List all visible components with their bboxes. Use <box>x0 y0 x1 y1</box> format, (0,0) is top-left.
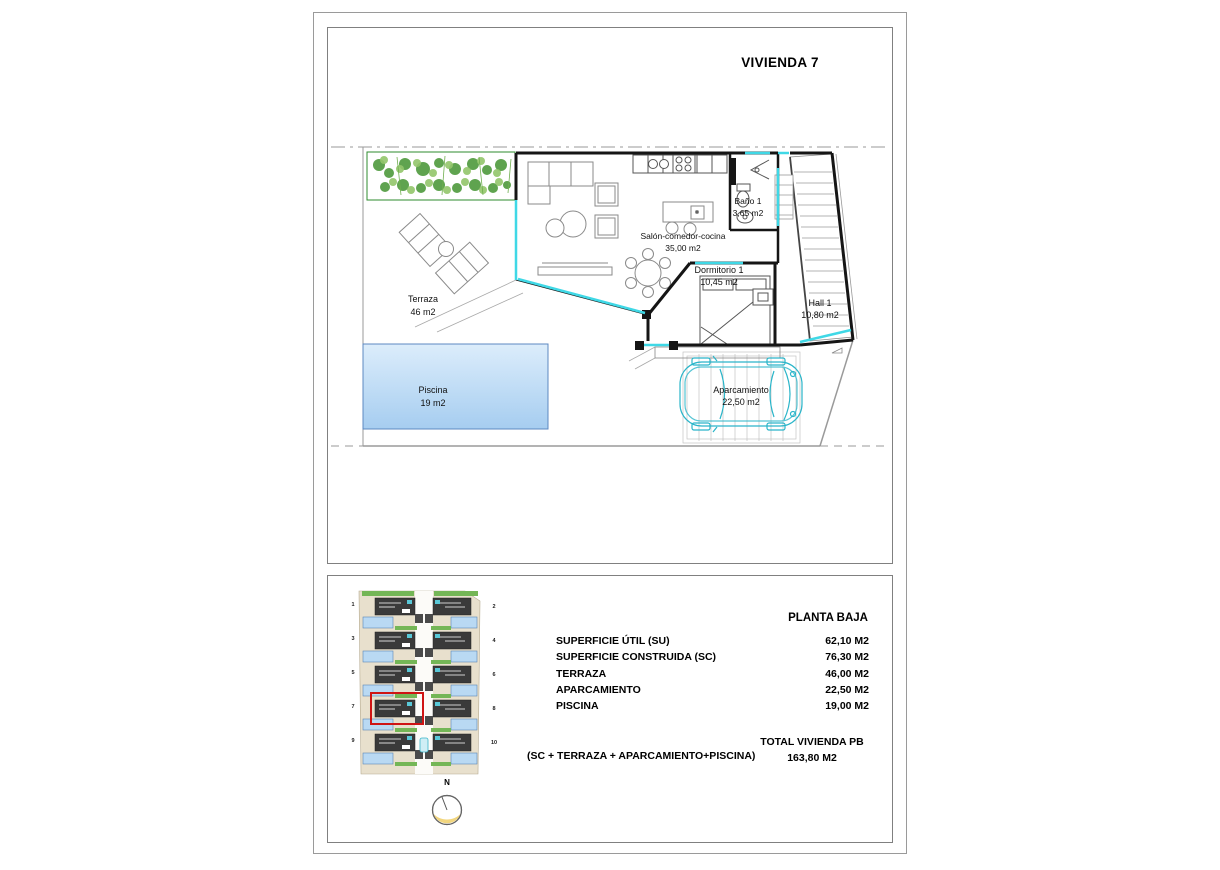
summary-row <box>556 699 869 715</box>
garden-strip <box>367 152 515 200</box>
room-label-aparcamiento: Aparcamiento 22,50 m2 <box>713 385 769 407</box>
summary-value: 76,30 M2 <box>825 651 869 664</box>
summary-row <box>556 650 869 666</box>
total-value: 163,80 M2 <box>787 752 837 764</box>
room-label-hall: Hall 1 10,80 m2 <box>801 298 839 320</box>
unit-number: 9 <box>351 738 355 744</box>
summary-value: 22,50 M2 <box>825 683 869 696</box>
summary-value: 19,00 M2 <box>825 700 869 713</box>
summary-label: SUPERFICIE ÚTIL (SU) <box>556 635 670 647</box>
summary-row <box>556 634 869 650</box>
unit-number: 7 <box>351 704 355 710</box>
summary-label: SUPERFICIE CONSTRUIDA (SC) <box>556 651 717 664</box>
unit-number: 5 <box>351 670 355 676</box>
unit-number: 2 <box>492 604 496 610</box>
summary-value: 62,10 M2 <box>825 635 869 647</box>
lounge-chairs <box>399 214 488 294</box>
summary-row <box>556 667 869 683</box>
north-label: N <box>444 778 450 787</box>
kitchen-counter <box>633 155 727 173</box>
summary-row <box>556 683 869 699</box>
total-formula: (SC + TERRAZA + APARCAMIENTO+PISCINA) <box>527 750 756 762</box>
summary-label: APARCAMIENTO <box>556 683 641 696</box>
summary-label: TERRAZA <box>556 667 607 680</box>
unit-number: 4 <box>492 638 496 644</box>
page-title: VIVIENDA 7 <box>741 55 819 70</box>
summary-value: 46,00 M2 <box>825 667 869 680</box>
room-label-terraza: Terraza 46 m2 <box>407 294 438 317</box>
room-label-salon: Salón-comedor-cocina 35,00 m2 <box>640 231 726 253</box>
summary-header: PLANTA BAJA <box>788 612 868 624</box>
unit-number: 1 <box>351 602 355 608</box>
summary-table <box>556 634 869 715</box>
compass-icon <box>428 790 468 832</box>
room-label-piscina: Piscina 19 m2 <box>418 385 448 408</box>
unit-number: 8 <box>492 706 496 712</box>
unit-number: 6 <box>492 672 496 678</box>
total-label: TOTAL VIVIENDA PB <box>760 736 864 748</box>
room-label-bano: Baño 1 3,65 m2 <box>732 196 764 218</box>
room-label-dormitorio: Dormitorio 1 10,45 m2 <box>694 265 744 287</box>
summary-label: PISCINA <box>556 700 599 713</box>
site-plan-drawing <box>345 588 495 780</box>
unit-number: 3 <box>351 636 355 642</box>
unit-number: 10 <box>490 740 498 746</box>
